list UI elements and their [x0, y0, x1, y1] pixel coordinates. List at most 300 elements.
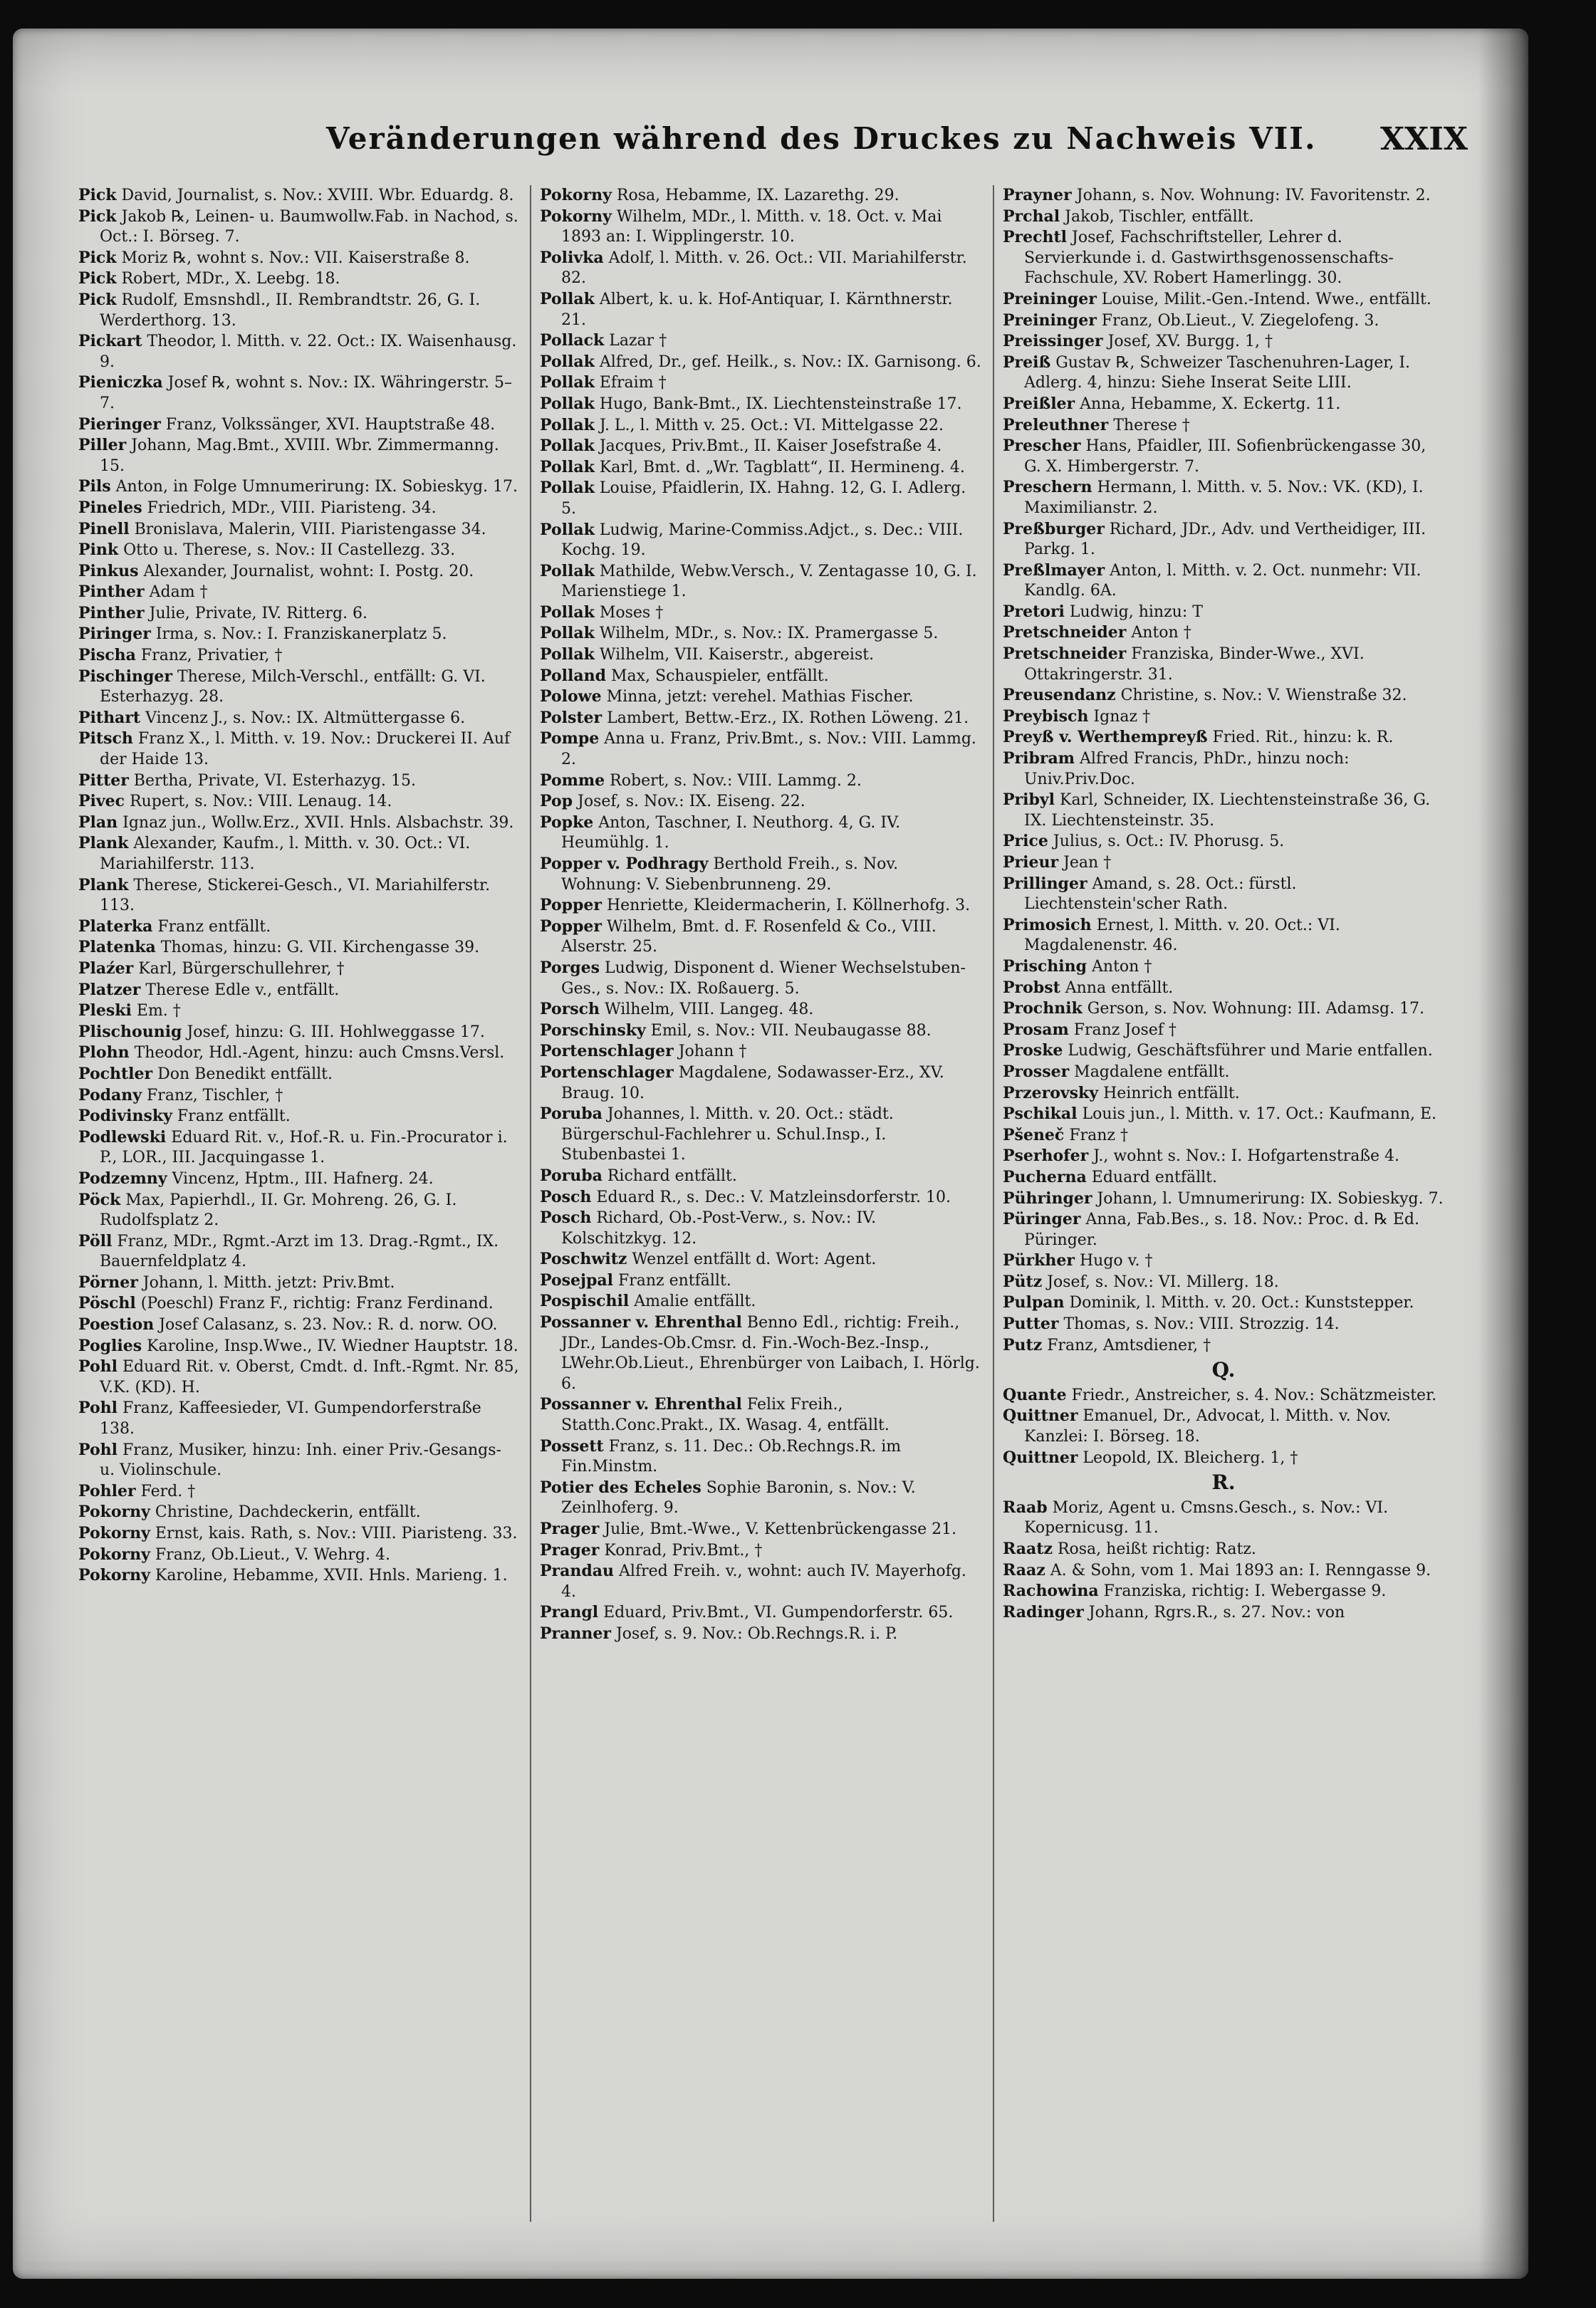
- directory-entry: [540, 394, 981, 415]
- entry-details: Ludwig, Marine-Commiss.Adjct., s. Dec.: VIII. Kochg. 19.: [561, 521, 964, 560]
- entry-details: Eduard entfällt.: [1086, 1168, 1217, 1186]
- entry-surname: Preininger: [1003, 310, 1097, 330]
- entry-surname: Prager: [540, 1540, 600, 1560]
- entry-surname: Radinger: [1003, 1602, 1084, 1622]
- entry-details: Julius, s. Oct.: IV. Phorusg. 5.: [1048, 832, 1285, 851]
- entry-surname: Porsch: [540, 1000, 600, 1019]
- entry-surname: Pollak: [540, 602, 595, 622]
- directory-entry: [540, 289, 981, 330]
- entry-surname: Plaźer: [78, 959, 134, 978]
- entry-surname: Pranner: [540, 1624, 611, 1643]
- entry-surname: Pohler: [78, 1481, 136, 1500]
- entry-surname: Popper: [540, 917, 602, 936]
- directory-entry: [78, 476, 520, 498]
- entry-details: Anna, Hebamme, X. Eckertg. 11.: [1075, 395, 1341, 413]
- entry-surname: Prisching: [1003, 956, 1088, 976]
- directory-entry: [540, 1104, 981, 1166]
- document-page: [13, 28, 1528, 2279]
- entry-surname: Pörner: [78, 1273, 138, 1292]
- entry-surname: Pollak: [540, 373, 595, 392]
- entry-details: Franz, MDr., Rgmt.-Arzt im 13. Drag.-Rgmt., IX. Bauernfeldplatz 4.: [100, 1232, 499, 1271]
- entry-details: Magdalene entfällt.: [1069, 1062, 1230, 1081]
- entry-surname: Polland: [540, 666, 606, 685]
- entry-details: Don Benedikt entfällt.: [152, 1065, 333, 1083]
- entry-surname: Pick: [78, 290, 117, 309]
- entry-details: Theodor, l. Mitth. v. 22. Oct.: IX. Waisenhausg. 9.: [100, 333, 517, 371]
- entry-details: Lambert, Bettw.-Erz., IX. Rothen Löweng. 21.: [602, 709, 969, 727]
- entry-details: Johann, Rgrs.R., s. 27. Nov.: von: [1083, 1603, 1345, 1622]
- entry-surname: Posejpal: [540, 1270, 613, 1290]
- entry-details: Franz, Kaffeesieder, VI. Gumpendorferstraße 138.: [100, 1399, 481, 1438]
- directory-entry: [540, 686, 981, 708]
- column-divider: [530, 185, 531, 2222]
- entry-surname: Prangl: [540, 1603, 599, 1622]
- entry-surname: Pop: [540, 792, 573, 811]
- entry-surname: Pokorny: [78, 1503, 150, 1522]
- entry-surname: Plan: [78, 813, 118, 832]
- entry-details: Max, Papierhdl., II. Gr. Mohreng. 26, G. I. Rudolfsplatz 2.: [100, 1191, 457, 1230]
- entry-surname: Pollak: [540, 520, 595, 539]
- entry-surname: Püringer: [1003, 1210, 1081, 1229]
- entry-details: Josef, s. Nov.: VI. Millerg. 18.: [1042, 1273, 1279, 1291]
- directory-entry: [1003, 1406, 1444, 1447]
- entry-surname: Pollak: [540, 437, 595, 456]
- entry-surname: Plischounig: [78, 1022, 182, 1041]
- entry-surname: Pick: [78, 186, 117, 204]
- directory-entry: [78, 791, 520, 813]
- directory-entry: [1003, 1448, 1444, 1469]
- directory-entry: [540, 854, 981, 895]
- entry-details: Ferd. †: [135, 1482, 196, 1500]
- entry-surname: Prechtl: [1003, 228, 1068, 247]
- entry-surname: Pohl: [78, 1399, 118, 1418]
- entry-surname: Probst: [1003, 978, 1060, 997]
- directory-entry: [540, 813, 981, 854]
- directory-entry: [78, 1106, 520, 1127]
- directory-entry: [78, 1127, 520, 1169]
- directory-entry: [1003, 915, 1444, 956]
- entry-details: Wenzel entfällt d. Wort: Agent.: [627, 1250, 877, 1269]
- entry-surname: Pospischil: [540, 1292, 630, 1311]
- directory-entry: [78, 645, 520, 667]
- directory-entry: [540, 666, 981, 687]
- entry-details: Rosa, heißt richtig: Ratz.: [1052, 1540, 1256, 1558]
- entry-details: Anna, Fab.Bes., s. 18. Nov.: Proc. d. ℞ Ed. Püringer.: [1024, 1211, 1419, 1249]
- entry-details: Franz, Privatier, †: [135, 647, 283, 665]
- directory-entry: [540, 771, 981, 792]
- entry-details: Vincenz J., s. Nov.: IX. Altmüttergasse 6.: [140, 709, 466, 727]
- entry-surname: Quittner: [1003, 1448, 1078, 1467]
- entry-surname: Prosser: [1003, 1062, 1070, 1081]
- entry-surname: Preissinger: [1003, 332, 1103, 351]
- entry-details: Hans, Pfaidler, III. Sofienbrückengasse 30, G. X. Himbergerstr. 7.: [1024, 437, 1427, 476]
- directory-entry: [1003, 1314, 1444, 1335]
- directory-entry: [78, 917, 520, 938]
- entry-details: Johann †: [673, 1043, 747, 1061]
- entry-surname: Pollack: [540, 331, 605, 350]
- entry-surname: Pürkher: [1003, 1251, 1075, 1270]
- entry-details: Franz, Ob.Lieut., V. Wehrg. 4.: [150, 1545, 390, 1564]
- directory-entry: [540, 1020, 981, 1042]
- entry-details: Karl, Bmt. d. „Wr. Tagblatt“, II. Hermineng. 4.: [594, 458, 965, 476]
- entry-surname: Pokorny: [78, 1545, 150, 1564]
- entry-details: Jakob ℞, Leinen- u. Baumwollw.Fab. in Nachod, s. Oct.: I. Börseg. 7.: [100, 207, 518, 246]
- directory-entry: [1003, 1385, 1444, 1406]
- directory-entry: [1003, 415, 1444, 437]
- entry-surname: Pieniczka: [78, 373, 163, 392]
- entry-details: Christine, Dachdeckerin, entfällt.: [150, 1503, 421, 1522]
- entry-details: Moses †: [594, 603, 664, 622]
- entry-details: Magdalene, Sodawasser-Erz., XV. Braug. 10.: [561, 1063, 944, 1102]
- directory-entry: [540, 352, 981, 373]
- entry-surname: Piller: [78, 436, 127, 455]
- directory-entry: [540, 372, 981, 394]
- entry-surname: Pleski: [78, 1001, 132, 1020]
- directory-entry: [1003, 477, 1444, 518]
- entry-details: Karoline, Insp.Wwe., IV. Wiedner Hauptstr. 18.: [142, 1337, 518, 1355]
- entry-details: Josef, Fachschriftsteller, Lehrer d. Servierkunde i. d. Gastwirthsgenossenschafts-Fachschule, XV. Robert Hamerlingg. 30.: [1024, 229, 1394, 288]
- entry-details: Franz, Amtsdiener, †: [1042, 1336, 1211, 1354]
- entry-details: Christine, s. Nov.: V. Wienstraße 32.: [1115, 686, 1407, 705]
- entry-surname: Pöck: [78, 1190, 121, 1209]
- directory-entry: [540, 520, 981, 561]
- entry-details: Rudolf, Emsnshdl., II. Rembrandtstr. 26, G. I. Werderthorg. 13.: [100, 291, 481, 330]
- entry-details: Sophie Baronin, s. Nov.: V. Zeinlhoferg. 9.: [561, 1478, 916, 1518]
- directory-entry: [78, 185, 520, 207]
- entry-details: Louis jun., l. Mitth. v. 17. Oct.: Kaufmann, E.: [1077, 1105, 1437, 1124]
- directory-entry: [1003, 706, 1444, 728]
- entry-details: Thomas, s. Nov.: VIII. Strozzig. 14.: [1058, 1315, 1340, 1334]
- entry-details: Dominik, l. Mitth. v. 20. Oct.: Kunststepper.: [1064, 1294, 1414, 1312]
- column-3: [1003, 185, 1444, 2222]
- directory-entry: [1003, 1189, 1444, 1210]
- entry-details: Efraim †: [594, 374, 667, 392]
- directory-entry: [78, 624, 520, 645]
- page-title: Veränderungen während des Druckes zu Nachweis VII.: [326, 121, 1317, 156]
- directory-entry: [540, 1270, 981, 1292]
- entry-surname: Preusendanz: [1003, 686, 1116, 705]
- entry-surname: Pochtler: [78, 1064, 153, 1083]
- entry-details: Albert, k. u. k. Hof-Antiquar, I. Kärnthnerstr. 21.: [561, 290, 953, 329]
- entry-surname: Preiß: [1003, 353, 1051, 372]
- entry-surname: Pöll: [78, 1231, 113, 1250]
- entry-surname: Pütz: [1003, 1272, 1043, 1291]
- directory-entry: [78, 1481, 520, 1503]
- directory-entry: [78, 248, 520, 269]
- entry-surname: Pribyl: [1003, 790, 1055, 810]
- entry-surname: Pinell: [78, 519, 130, 538]
- directory-entry: [540, 1478, 981, 1519]
- entry-surname: Pollak: [540, 457, 595, 476]
- entry-surname: Prandau: [540, 1562, 615, 1581]
- entry-surname: Pribram: [1003, 749, 1075, 768]
- entry-surname: Posch: [540, 1187, 592, 1206]
- entry-surname: Pöschl: [78, 1294, 136, 1313]
- directory-entry: [1003, 685, 1444, 706]
- entry-details: Ludwig, hinzu: T: [1064, 602, 1203, 621]
- directory-entry: [78, 435, 520, 476]
- entry-details: Johann, l. Umnumerirung: IX. Sobieskyg. 7.: [1092, 1189, 1444, 1208]
- entry-surname: Pink: [78, 541, 119, 560]
- directory-entry: [1003, 1040, 1444, 1062]
- entry-surname: Preßlmayer: [1003, 560, 1105, 580]
- directory-entry: [1003, 1146, 1444, 1167]
- directory-entry: [78, 603, 520, 625]
- entry-surname: Pivec: [78, 792, 125, 811]
- directory-entry: [78, 980, 520, 1001]
- entry-details: Robert, s. Nov.: VIII. Lammg. 2.: [605, 771, 862, 790]
- directory-entry: [1003, 1125, 1444, 1147]
- directory-entry: [540, 791, 981, 813]
- page-header: [13, 121, 1528, 171]
- entry-details: Johannes, l. Mitth. v. 20. Oct.: städt. Bürgerschul-Fachlehrer u. Schul.Insp., I. Stubenbastei 1.: [561, 1105, 894, 1164]
- entry-surname: Poestion: [78, 1315, 155, 1335]
- directory-entry: [78, 813, 520, 834]
- directory-entry: [540, 1208, 981, 1249]
- entry-details: Friedrich, MDr., VIII. Piaristeng. 34.: [142, 498, 437, 517]
- entry-surname: Piringer: [78, 625, 151, 644]
- entry-surname: Pollak: [540, 645, 595, 664]
- entry-surname: Polster: [540, 708, 603, 727]
- directory-entry: [540, 436, 981, 457]
- entry-surname: Pollak: [540, 624, 595, 643]
- entry-details: Gustav ℞, Schweizer Taschenuhren-Lager, I. Adlerg. 4, hinzu: Siehe Inserat Seite LIII.: [1024, 353, 1411, 392]
- entry-surname: Pserhofer: [1003, 1147, 1089, 1166]
- directory-entry: [1003, 727, 1444, 748]
- directory-entry: [540, 917, 981, 958]
- entry-details: Ernest, l. Mitth. v. 20. Oct.: VI. Magdalenenstr. 46.: [1024, 916, 1340, 955]
- entry-surname: Pollak: [540, 479, 595, 498]
- entry-details: Anton, in Folge Umnumerirung: IX. Sobieskyg. 17.: [110, 478, 518, 496]
- directory-entry: [1003, 1293, 1444, 1314]
- entry-surname: Podzemny: [78, 1169, 167, 1188]
- entry-surname: Popper: [540, 896, 602, 915]
- entry-details: Amand, s. 28. Oct.: fürstl. Liechtenstein'scher Rath.: [1024, 874, 1297, 914]
- directory-entry: [78, 1273, 520, 1294]
- entry-details: Julie, Bmt.-Wwe., V. Kettenbrückengasse 21.: [599, 1520, 957, 1538]
- directory-entry: [1003, 1209, 1444, 1250]
- directory-entry: [540, 1041, 981, 1062]
- entry-surname: Przerovsky: [1003, 1083, 1099, 1102]
- entry-details: Richard entfällt.: [602, 1166, 737, 1185]
- entry-details: Heinrich entfällt.: [1098, 1084, 1240, 1102]
- entry-surname: Pretschneider: [1003, 644, 1127, 664]
- entry-details: Robert, MDr., X. Leebg. 18.: [116, 270, 340, 288]
- entry-surname: Possanner v. Ehrenthal: [540, 1395, 742, 1414]
- directory-entry: [1003, 394, 1444, 415]
- directory-entry: [1003, 956, 1444, 978]
- directory-entry: [1003, 1498, 1444, 1539]
- directory-entry: [78, 290, 520, 331]
- entry-details: Hugo v. †: [1074, 1252, 1153, 1270]
- section-heading: Q.: [1211, 1358, 1236, 1382]
- entry-details: Jakob, Tischler, entfällt.: [1060, 207, 1254, 226]
- directory-entry: [540, 1062, 981, 1104]
- directory-entry: [540, 561, 981, 602]
- entry-details: Alexander, Kaufm., l. Mitth. v. 30. Oct.: VI. Mariahilferstr. 113.: [100, 835, 471, 873]
- entry-surname: Preißler: [1003, 394, 1075, 413]
- entry-details: Josef, s. Nov.: IX. Eiseng. 22.: [573, 793, 805, 811]
- directory-entry: [1003, 1602, 1444, 1624]
- entry-surname: Preleuthner: [1003, 415, 1109, 434]
- directory-entry: [78, 1398, 520, 1439]
- entry-details: Otto u. Therese, s. Nov.: II Castellezg. 33.: [118, 541, 456, 560]
- entry-details: Benno Edl., richtig: Freih., JDr., Landes-Ob.Cmsr. d. Fin.-Woch-Bez.-Insp., LWehr.Ob.Lieut., Ehrenbürger von Laibach, I. Hörlg. 6.: [561, 1314, 980, 1393]
- directory-entry: [1003, 289, 1444, 310]
- directory-entry: [78, 1231, 520, 1273]
- directory-entry: [78, 331, 520, 372]
- entry-surname: Pucherna: [1003, 1167, 1087, 1186]
- entry-details: Eduard Rit. v., Hof.-R. u. Fin.-Procurator i. P., LOR., III. Jacquingasse 1.: [100, 1128, 508, 1167]
- entry-details: Hermann, l. Mitth. v. 5. Nov.: VK. (KD), I. Maximilianstr. 2.: [1024, 479, 1424, 517]
- column-divider: [993, 185, 994, 2222]
- column-1: [78, 185, 520, 2222]
- directory-entry: [540, 1561, 981, 1602]
- entry-surname: Pitsch: [78, 729, 133, 748]
- entry-surname: Pick: [78, 269, 117, 288]
- entry-surname: Poruba: [540, 1105, 603, 1124]
- directory-entry: [540, 708, 981, 729]
- entry-surname: Pretschneider: [1003, 623, 1127, 642]
- entry-surname: Preininger: [1003, 289, 1097, 308]
- entry-surname: Pokorny: [78, 1566, 150, 1585]
- entry-surname: Pschikal: [1003, 1105, 1078, 1124]
- entry-surname: Pühringer: [1003, 1189, 1092, 1208]
- entry-details: Therese, Stickerei-Gesch., VI. Mariahilferstr. 113.: [100, 876, 491, 915]
- directory-entry: [540, 895, 981, 917]
- directory-entry: [78, 1315, 520, 1336]
- directory-entry: [78, 1043, 520, 1064]
- directory-entry: [78, 414, 520, 436]
- entry-details: Franz X., l. Mitth. v. 19. Nov.: Druckerei II. Auf der Haide 13.: [100, 730, 511, 769]
- entry-details: Alexander, Journalist, wohnt: I. Postg. 20.: [138, 562, 474, 580]
- entry-details: Eduard Rit. v. Oberst, Cmdt. d. Inft.-Rgmt. Nr. 85, V.K. (KD). H.: [100, 1358, 519, 1396]
- entry-details: Josef, s. 9. Nov.: Ob.Rechngs.R. i. P.: [610, 1624, 898, 1643]
- entry-surname: Possanner v. Ehrenthal: [540, 1313, 742, 1332]
- entry-surname: Pineles: [78, 498, 142, 517]
- directory-entry: [540, 1312, 981, 1394]
- directory-entry: [1003, 831, 1444, 852]
- directory-entry: [78, 1293, 520, 1315]
- entry-details: A. & Sohn, vom 1. Mai 1893 an: I. Renngasse 9.: [1045, 1561, 1431, 1579]
- entry-surname: Platenka: [78, 938, 156, 957]
- entry-surname: Putz: [1003, 1335, 1043, 1354]
- entry-surname: Polivka: [540, 248, 604, 267]
- entry-details: Josef ℞, wohnt s. Nov.: IX. Währingerstr. 5–7.: [100, 374, 512, 412]
- directory-entry: [78, 937, 520, 959]
- entry-details: Karl, Bürgerschullehrer, †: [133, 959, 345, 978]
- entry-details: Adolf, l. Mitth. v. 26. Oct.: VII. Mariahilferstr. 82.: [561, 249, 967, 288]
- entry-surname: Popper v. Podhragy: [540, 855, 709, 873]
- directory-entry: [78, 771, 520, 792]
- directory-entry: [78, 708, 520, 729]
- directory-entry: [78, 519, 520, 541]
- entry-details: Ludwig, Disponent d. Wiener Wechselstuben-Ges., s. Nov.: IX. Roßauerg. 5.: [561, 959, 966, 998]
- entry-details: Josef, XV. Burgg. 1, †: [1102, 333, 1273, 351]
- directory-entry: [78, 372, 520, 414]
- directory-entry: [1003, 998, 1444, 1020]
- entry-surname: Poruba: [540, 1166, 603, 1185]
- entry-details: Minna, jetzt: verehel. Mathias Fischer.: [601, 688, 914, 706]
- entry-details: Josef, hinzu: G. III. Hohlweggasse 17.: [182, 1023, 485, 1041]
- entry-details: Amalie entfällt.: [629, 1293, 756, 1311]
- entry-surname: Primosich: [1003, 915, 1092, 934]
- directory-entry: [78, 667, 520, 708]
- directory-entry: [78, 1336, 520, 1357]
- directory-entry: [1003, 790, 1444, 831]
- page-edge-shadow: [1478, 28, 1528, 2279]
- directory-entry: [78, 1357, 520, 1398]
- entry-details: Ignaz jun., Wollw.Erz., XVII. Hnls. Alsbachstr. 39.: [118, 813, 514, 832]
- entry-surname: Pischa: [78, 646, 136, 665]
- directory-entry: [1003, 353, 1444, 394]
- entry-surname: Porschinsky: [540, 1020, 646, 1040]
- entry-details: Franziska, Binder-Wwe., XVI. Ottakringerstr. 31.: [1024, 645, 1365, 684]
- entry-details: Franz Josef †: [1068, 1020, 1177, 1039]
- entry-surname: Pokorny: [540, 186, 612, 204]
- entry-surname: Preßburger: [1003, 519, 1105, 538]
- directory-entry: [540, 457, 981, 479]
- directory-entry: [1003, 852, 1444, 874]
- entry-surname: Price: [1003, 832, 1048, 851]
- entry-details: Anton, Taschner, I. Neuthorg. 4, G. IV. Heumühlg. 1.: [561, 813, 901, 852]
- entry-surname: Prchal: [1003, 207, 1060, 226]
- entry-surname: Podivinsky: [78, 1107, 172, 1126]
- entry-surname: Pompe: [540, 729, 600, 748]
- entry-details: Therese, Milch-Verschl., entfällt: G. VI. Esterhazyg. 28.: [100, 667, 486, 706]
- entry-surname: Pollak: [540, 352, 595, 371]
- entry-details: Ignaz †: [1088, 707, 1151, 726]
- directory-entry: [78, 1190, 520, 1231]
- directory-entry: [78, 561, 520, 583]
- directory-entry: [540, 623, 981, 644]
- directory-entry: [78, 1440, 520, 1481]
- entry-surname: Pollak: [540, 394, 595, 413]
- entry-surname: Raatz: [1003, 1540, 1053, 1558]
- entry-surname: Pinther: [78, 583, 145, 602]
- entry-surname: Pollak: [540, 561, 595, 580]
- entry-details: Irma, s. Nov.: I. Franziskanerplatz 5.: [150, 625, 447, 644]
- entry-details: Karl, Schneider, IX. Liechtensteinstraße 36, G. IX. Liechtensteinstr. 35.: [1024, 791, 1431, 830]
- entry-details: Anna u. Franz, Priv.Bmt., s. Nov.: VIII. Lammg. 2.: [561, 730, 976, 769]
- entry-details: Franz entfällt.: [172, 1107, 291, 1126]
- directory-entry: [78, 207, 520, 248]
- entry-surname: Pinther: [78, 603, 145, 622]
- entry-details: David, Journalist, s. Nov.: XVIII. Wbr. Eduardg. 8.: [116, 187, 514, 204]
- directory-entry: [78, 1502, 520, 1523]
- entry-details: Franz, s. 11. Dec.: Ob.Rechngs.R. im Fin.Minstm.: [561, 1437, 902, 1476]
- directory-entry: [540, 248, 981, 289]
- directory-entry: [540, 1291, 981, 1312]
- entry-surname: Portenschlager: [540, 1042, 674, 1061]
- entry-surname: Prieur: [1003, 853, 1059, 872]
- directory-entry: [540, 330, 981, 352]
- directory-entry: [540, 1436, 981, 1478]
- entry-surname: Pitter: [78, 771, 129, 790]
- entry-surname: Podany: [78, 1085, 142, 1105]
- entry-details: Franz entfällt.: [152, 917, 271, 936]
- entry-details: Thomas, hinzu: G. VII. Kirchengasse 39.: [155, 939, 480, 957]
- directory-entry: [1003, 874, 1444, 915]
- directory-entry: [1003, 1083, 1444, 1105]
- directory-entry: [1003, 1560, 1444, 1582]
- entry-details: Fried. Rit., hinzu: k. R.: [1207, 729, 1394, 747]
- entry-details: Karoline, Hebamme, XVII. Hnls. Marieng. 1.: [150, 1567, 508, 1585]
- directory-entry: [540, 415, 981, 437]
- entry-surname: Posch: [540, 1208, 592, 1228]
- entry-details: Richard, Ob.-Post-Verw., s. Nov.: IV. Kolschitzkyg. 12.: [561, 1209, 877, 1248]
- entry-surname: Pollak: [540, 415, 595, 434]
